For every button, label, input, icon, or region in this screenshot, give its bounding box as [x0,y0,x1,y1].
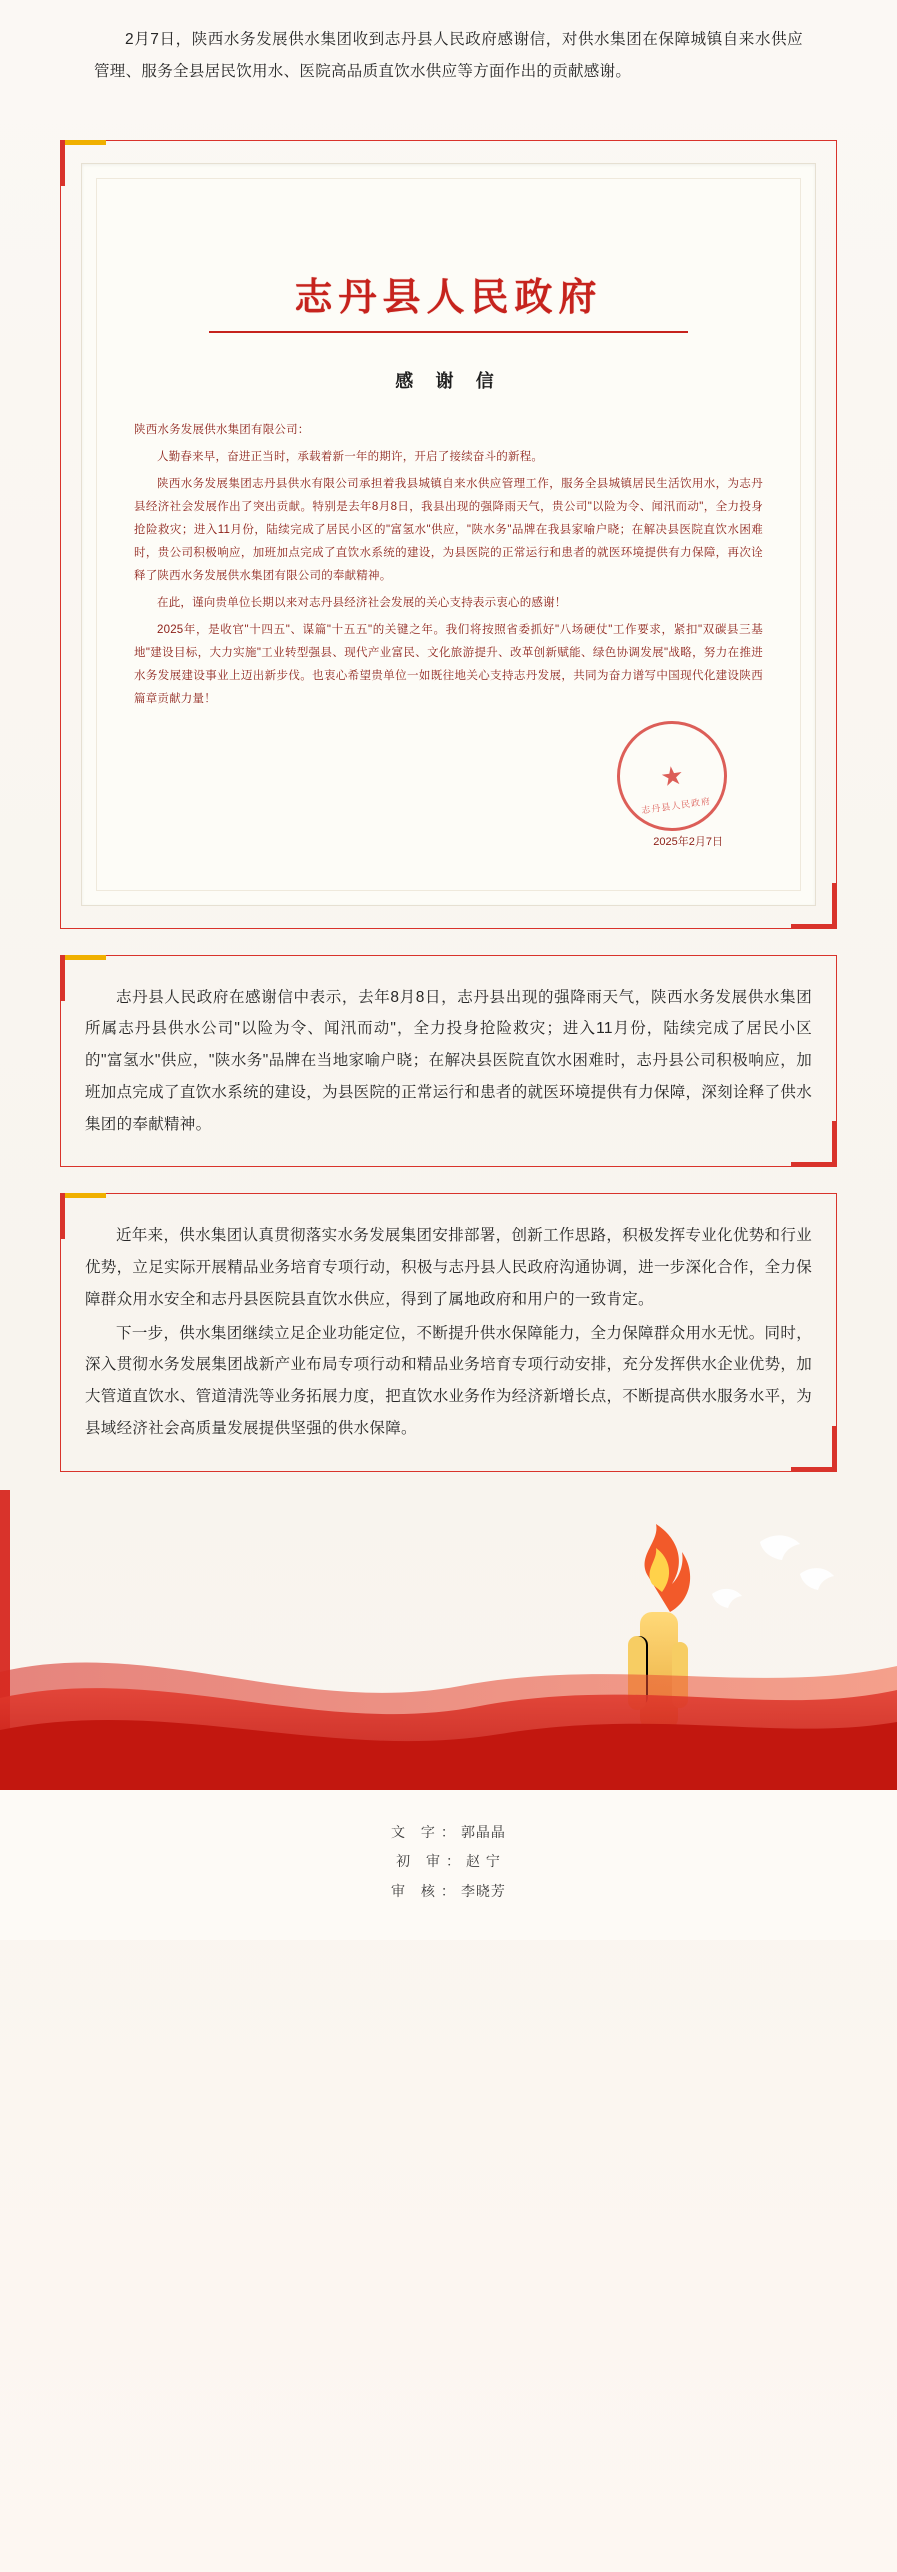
section-three-frame [60,1193,837,1471]
thank-you-letter [81,163,816,906]
letter-addressee: 陕西水务发展供水集团有限公司： [134,423,310,436]
frame-corner-top-icon [60,140,106,145]
intro-paragraph: 2月7日，陕西水务发展供水集团收到志丹县人民政府感谢信，对供水集团在保障城镇自来水供应管理、服务全县居民饮用水、医院高品质直饮水供应等方面作出的贡献感谢。 [94,31,803,80]
credits-block [0,1790,897,1940]
frame-corner-left-icon [60,140,65,186]
credit-value: 赵 宁 [466,1853,501,1870]
credit-value: 李晓芳 [460,1882,506,1899]
section-three-paragraph: 近年来，供水集团认真贯彻落实水务发展集团安排部署，创新工作思路，积极发挥专业化优势和行业优势，立足实际开展精品业务培育专项行动，积极与志丹县人民政府沟通协调，进一步深化合作，全力保障群众用水安全和志丹县医院县直饮水供应，得到了属地政府和用户的一致肯定。 [85,1227,812,1308]
section-two-frame [60,955,837,1168]
seal-star-icon: ★ [658,759,686,793]
letter-paragraph: 陕西水务发展集团志丹县供水有限公司承担着我县城镇自来水供应管理工作，服务全县城镇居民生活饮用水，为志丹县经济社会发展作出了突出贡献。特别是去年8月8日，我县出现的强降雨天气，贵公司"以险为令、闻汛而动"，全力投身抢险救灾；进入11月份，陆续完成了居民小区的"富氢水"供应，"陕水务"品牌在我县家喻户晓；在解决县医院直饮水困难时，贵公司积极响应，加班加点完成了直饮水系统的建设，为县医院的正常运行和患者的就医环境提供有力保障，再次诠释了陕西水务发展供水集团有限公司的奉献精神。 [134,477,763,582]
official-seal-icon [610,713,734,837]
frame-corner-bottom-icon [791,1162,837,1167]
credit-row [0,1847,897,1876]
letter-paragraph: 在此，谨向贵单位长期以来对志丹县经济社会发展的关心支持表示衷心的感谢！ [157,596,567,609]
section-three-paragraph: 下一步，供水集团继续立足企业功能定位，不断提升供水保障能力，全力保障群众用水无忧。同时，深入贯彻水务发展集团战新产业布局专项行动和精品业务培育专项行动安排，充分发挥供水企业优势，加大管道直饮水、管道清洗等业务拓展力度，把直饮水业务作为经济新增长点，不断提高供水服务水平，为县域经济社会高质量发展提供坚强的供水保障。 [85,1324,812,1437]
letter-body [134,419,763,711]
credit-value: 郭晶晶 [460,1823,506,1840]
frame-corner-bottom-icon [791,1467,837,1472]
frame-corner-right-icon [832,1121,837,1167]
frame-corner-right-icon [832,1426,837,1472]
frame-corner-top-icon [60,955,106,960]
letter-paragraph: 2025年，是收官"十四五"、谋篇"十五五"的关键之年。我们将按照省委抓好"八场硬仗"工作要求，紧扣"双碳县三基地"建设目标，大力实施"工业转型强县、现代产业富民、文化旅游提升、改革创新赋能、绿色协调发展"战略，努力在推进水务发展建设事业上迈出新步伐。也衷心希望贵单位一如既往地关心支持志丹发展，共同为奋力谱写中国现代化建设陕西篇章贡献力量！ [134,623,763,705]
frame-corner-left-icon [60,1193,65,1239]
letter-title: 志丹县人民政府 [294,273,603,319]
credit-row [0,1818,897,1847]
frame-corner-top-icon [60,1193,106,1198]
credit-label: 初 审： [396,1853,466,1870]
letter-subtitle: 感 谢 信 [395,370,502,392]
frame-corner-bottom-icon [791,924,837,929]
credit-label: 审 核： [391,1882,461,1899]
letter-title-rule [209,331,687,333]
letter-paragraph: 人勤春来早，奋进正当时，承载着新一年的期许，开启了接续奋斗的新程。 [157,450,544,463]
letter-signature-area [134,715,763,865]
credit-row [0,1877,897,1906]
seal-name: 志丹县人民政府 [640,795,712,816]
frame-corner-right-icon [832,883,837,929]
frame-corner-left-icon [60,955,65,1001]
letter-date: 2025年2月7日 [653,835,723,848]
section-two-paragraph: 志丹县人民政府在感谢信中表示，去年8月8日，志丹县出现的强降雨天气，陕西水务发展供水集团所属志丹县供水公司"以险为令、闻汛而动"，全力投身抢险救灾；进入11月份，陆续完成了居民小区的"富氢水"供应，"陕水务"品牌在当地家喻户晓；在解决县医院直饮水困难时，志丹县公司积极响应，加班加点完成了直饮水系统的建设，为县医院的正常运行和患者的就医环境提供有力保障，深刻诠释了供水集团的奉献精神。 [85,988,812,1133]
intro-block [70,0,827,114]
decorative-footer-illustration [0,1490,897,1790]
credit-label: 文 字： [391,1823,461,1840]
letter-frame [60,140,837,929]
